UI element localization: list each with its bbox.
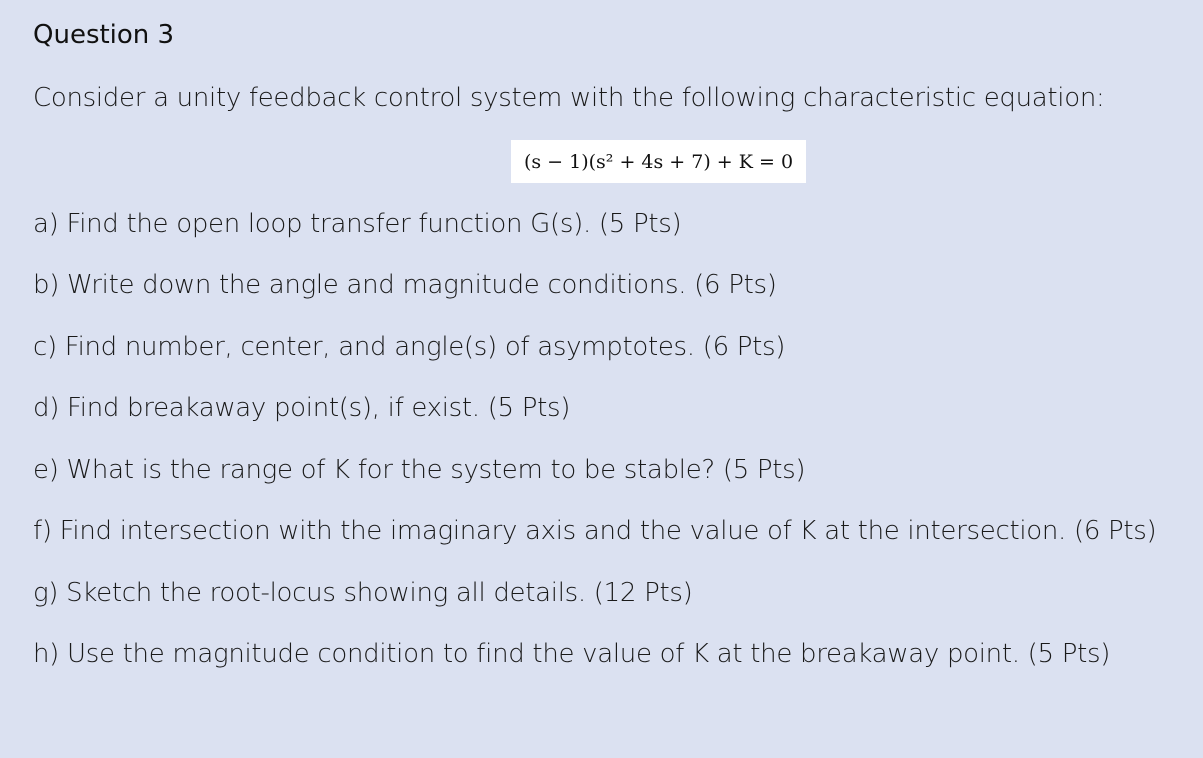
problem-statement: Consider a unity feedback control system with the following characteristic equation:	[33, 83, 1105, 113]
question-title: Question 3	[33, 20, 175, 50]
question-item-c: c) Find number, center, and angle(s) of asymptotes. (6 Pts)	[33, 332, 786, 362]
question-item-b: b) Write down the angle and magnitude conditions. (6 Pts)	[33, 270, 777, 300]
question-item-e: e) What is the range of K for the system to be stable? (5 Pts)	[33, 455, 806, 485]
characteristic-equation	[511, 140, 806, 183]
question-item-d: d) Find breakaway point(s), if exist. (5 Pts)	[33, 393, 571, 423]
equation-text: (s − 1)(s² + 4s + 7) + K = 0	[523, 150, 794, 173]
question-item-f: f) Find intersection with the imaginary axis and the value of K at the intersection. (6 Pts)	[33, 516, 1157, 546]
question-item-a: a) Find the open loop transfer function G(s). (5 Pts)	[33, 209, 682, 239]
question-item-g: g) Sketch the root-locus showing all details. (12 Pts)	[33, 578, 693, 608]
question-item-h: h) Use the magnitude condition to find the value of K at the breakaway point. (5 Pts)	[33, 639, 1111, 669]
